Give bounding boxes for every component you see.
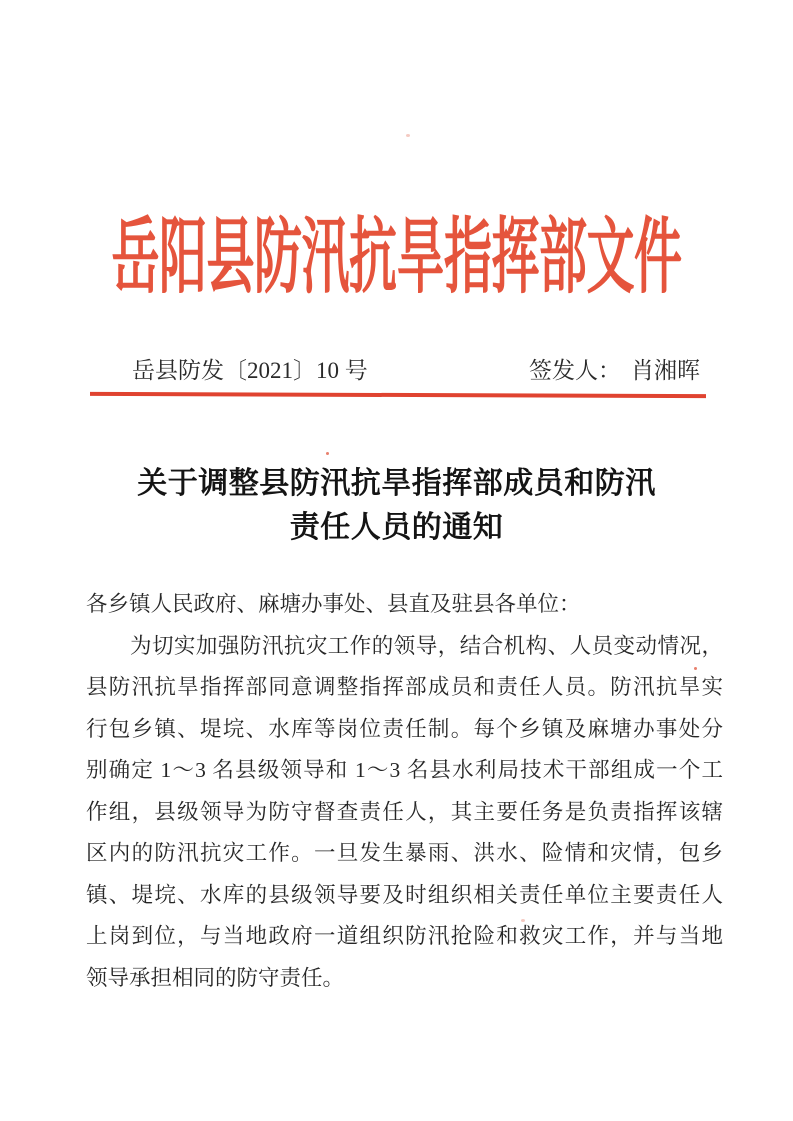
body-line: 为切实加强防汛抗灾工作的领导，结合机构、人员变动情况，	[86, 633, 723, 658]
scan-speck	[326, 452, 329, 455]
body-line: 别确定 1～3 名县级领导和 1～3 名县水利局技术干部组成一个工	[86, 758, 723, 782]
body-line: 作组，县级领导为防守督查责任人，其主要任务是负责指挥该辖	[86, 799, 723, 824]
signer-name: 肖湘晖	[631, 358, 700, 383]
notice-title	[0, 462, 793, 550]
signer-block	[529, 352, 700, 385]
red-separator-line	[90, 392, 706, 398]
notice-title-line-1: 关于调整县防汛抗旱指挥部成员和防汛	[137, 467, 656, 500]
signer-label: 签发人：	[529, 358, 621, 383]
scan-speck	[406, 134, 410, 137]
body-line: 上岗到位，与当地政府一道组织防汛抢险和救灾工作，并与当地	[86, 924, 723, 948]
notice-title-line-2: 责任人员的通知	[289, 511, 504, 544]
letterhead-title: 岳阳县防汛抗旱指挥部文件	[111, 212, 682, 304]
body-line: 领导承担相同的防守责任。	[86, 965, 345, 990]
document-meta-row	[132, 352, 700, 385]
body-line: 镇、堤垸、水库的县级领导要及时组织相关责任单位主要责任人	[86, 882, 723, 907]
body-salutation: 各乡镇人民政府、麻塘办事处、县直及驻县各单位：	[86, 592, 581, 616]
body-line: 行包乡镇、堤垸、水库等岗位责任制。每个乡镇及麻塘办事处分	[86, 716, 723, 741]
body-paragraph	[86, 584, 723, 999]
body-line: 县防汛抗旱指挥部同意调整指挥部成员和责任人员。防汛抗旱实	[86, 675, 723, 699]
document-number: 岳县防发〔2021〕10 号	[132, 358, 368, 383]
body-line: 区内的防汛抗灾工作。一旦发生暴雨、洪水、险情和灾情，包乡	[86, 841, 723, 865]
